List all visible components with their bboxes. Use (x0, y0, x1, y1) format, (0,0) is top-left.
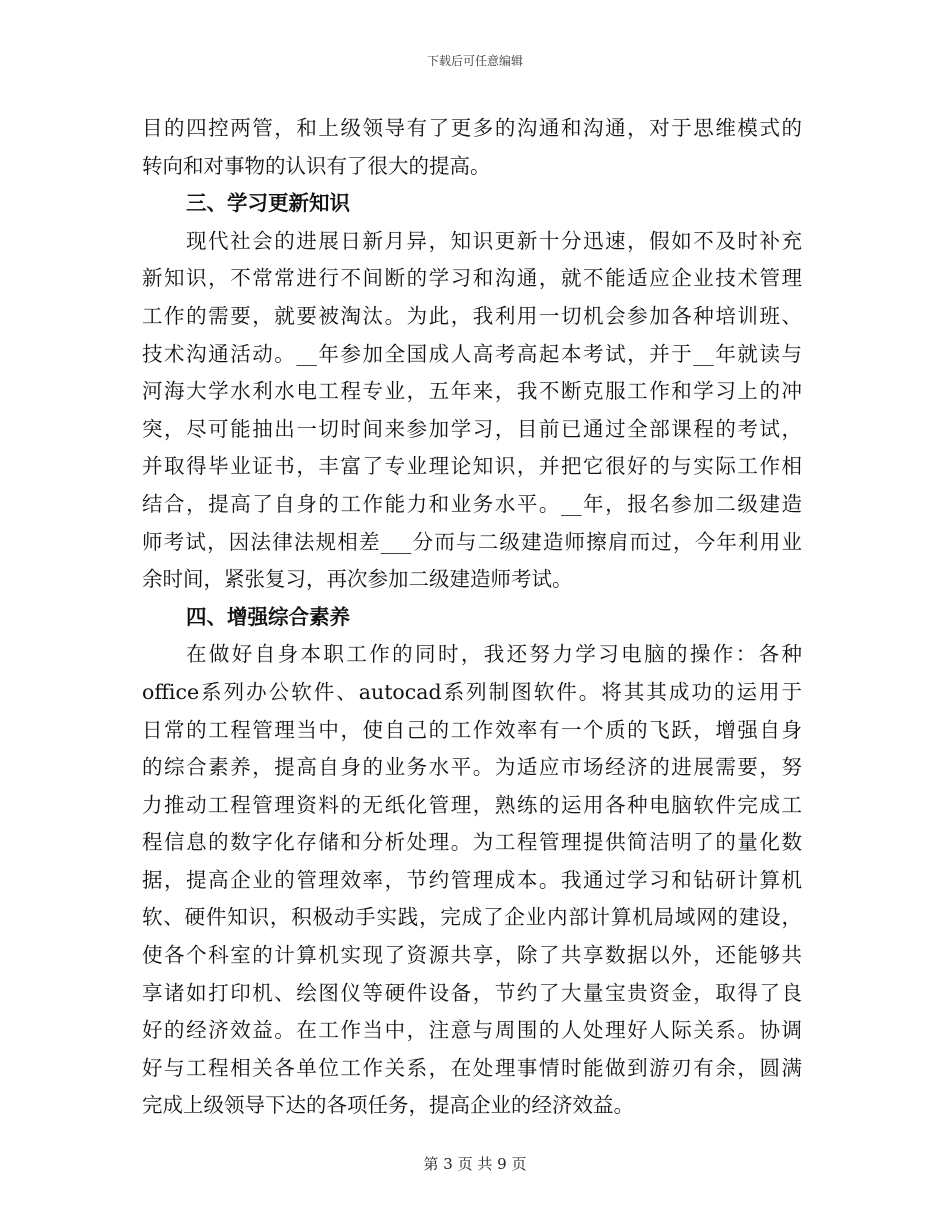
paragraph-line: 技术沟通活动。__年参加全国成人高考高起本考试，并于__年就读与 (142, 341, 802, 366)
paragraph-line: 享诸如打印机、绘图仪等硬件设备，节约了大量宝贵资金，取得了良 (142, 980, 802, 1005)
paragraph-line: 新知识，不常常进行不间断的学习和沟通，就不能适应企业技术管理 (142, 266, 802, 291)
paragraph-line: 力推动工程管理资料的无纸化管理，熟练的运用各种电脑软件完成工 (142, 792, 802, 817)
paragraph-line: 据，提高企业的管理效率，节约管理成本。我通过学习和钻研计算机 (142, 867, 802, 892)
section-heading-3: 三、学习更新知识 (186, 191, 350, 216)
paragraph-line: 程信息的数字化存储和分析处理。为工程管理提供简洁明了的量化数 (142, 830, 802, 855)
paragraph-line: 师考试，因法律法规相差___分而与二级建造师擦肩而过，今年利用业 (142, 529, 802, 554)
paragraph-line: 日常的工程管理当中，使自己的工作效率有一个质的飞跃，增强自身 (142, 717, 802, 742)
paragraph-line: office系列办公软件、autocad系列制图软件。将其其成功的运用于 (142, 679, 802, 704)
paragraph-line: 完成上级领导下达的各项任务，提高企业的经济效益。 (142, 1093, 634, 1118)
paragraph-line: 余时间，紧张复习，再次参加二级建造师考试。 (142, 567, 573, 592)
paragraph-line: 河海大学水利水电工程专业，五年来，我不断克服工作和学习上的冲 (142, 379, 802, 404)
document-body (142, 110, 802, 1125)
paragraph-line: 转向和对事物的认识有了很大的提高。 (142, 153, 491, 178)
paragraph-line: 好与工程相关各单位工作关系，在处理事情时能做到游刃有余，圆满 (142, 1055, 802, 1080)
paragraph-line: 工作的需要，就要被淘汰。为此，我利用一切机会参加各种培训班、 (142, 303, 802, 328)
paragraph-line: 结合，提高了自身的工作能力和业务水平。__年，报名参加二级建造 (142, 491, 802, 516)
paragraph-line: 好的经济效益。在工作当中，注意与周围的人处理好人际关系。协调 (142, 1018, 802, 1043)
paragraph-line: 的综合素养，提高自身的业务水平。为适应市场经济的进展需要，努 (142, 755, 802, 780)
page-header: 下载后可任意编辑 (426, 54, 523, 68)
paragraph-line: 在做好自身本职工作的同时，我还努力学习电脑的操作：各种 (186, 642, 802, 667)
paragraph-line: 软、硬件知识，积极动手实践，完成了企业内部计算机局域网的建设， (142, 905, 802, 930)
paragraph-line: 突，尽可能抽出一切时间来参加学习，目前已通过全部课程的考试， (142, 416, 802, 441)
paragraph-line: 现代社会的进展日新月异，知识更新十分迅速，假如不及时补充 (186, 228, 802, 253)
paragraph-line: 并取得毕业证书，丰富了专业理论知识，并把它很好的与实际工作相 (142, 454, 802, 479)
section-heading-4: 四、增强综合素养 (186, 604, 350, 629)
page-number-footer: 第 3 页 共 9 页 (423, 1155, 527, 1173)
paragraph-line: 目的四控两管，和上级领导有了更多的沟通和沟通，对于思维模式的 (142, 116, 802, 140)
paragraph-line: 使各个科室的计算机实现了资源共享，除了共享数据以外，还能够共 (142, 943, 802, 968)
